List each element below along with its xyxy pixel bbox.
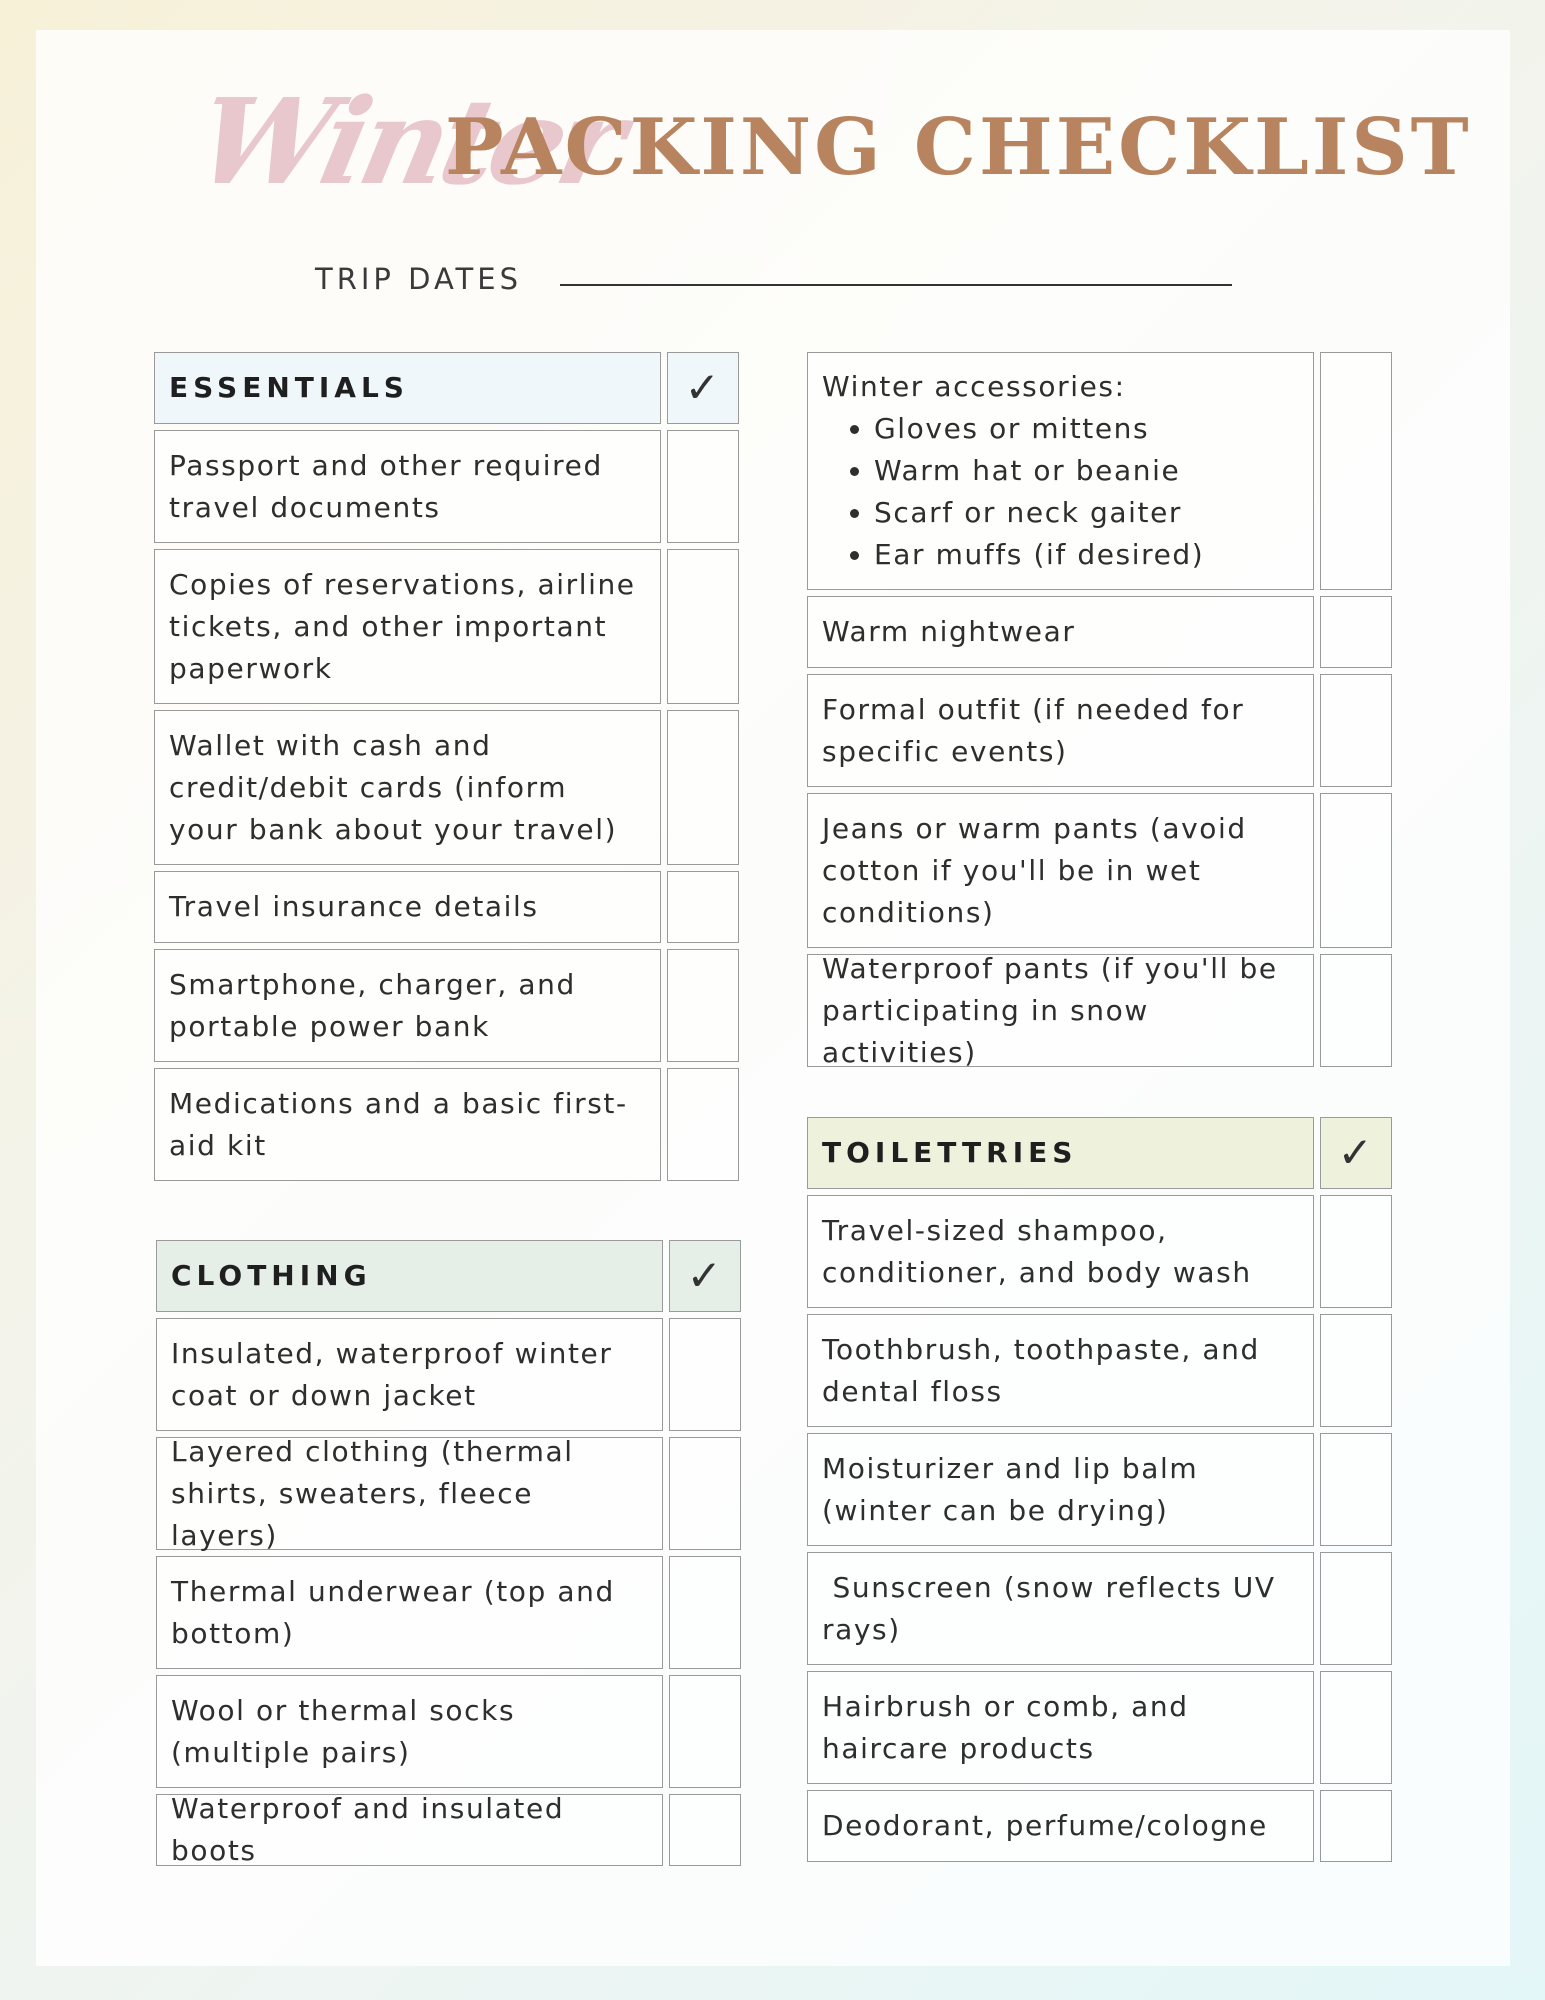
list-item — [807, 793, 1392, 948]
item-label: Layered clothing (thermal shirts, sweaters, fleece layers) — [156, 1437, 663, 1550]
item-checkbox[interactable] — [1320, 1195, 1392, 1308]
item-label: Wool or thermal socks (multiple pairs) — [156, 1675, 663, 1788]
title-script: Winter — [185, 72, 632, 211]
bullet-item: • Warm hat or beanie — [874, 450, 1299, 492]
list-item — [156, 1556, 741, 1669]
item-label: Warm nightwear — [807, 596, 1314, 668]
item-label: Medications and a basic first-aid kit — [154, 1068, 661, 1181]
item-label: Passport and other required travel documents — [154, 430, 661, 543]
item-checkbox[interactable] — [667, 430, 739, 543]
clothing-check-icon: ✓ — [669, 1240, 741, 1312]
item-label: Travel insurance details — [154, 871, 661, 943]
essentials-check-icon: ✓ — [667, 352, 739, 424]
item-label: Wallet with cash and credit/debit cards (inform your bank about your travel) — [154, 710, 661, 865]
item-checkbox[interactable] — [1320, 954, 1392, 1067]
item-checkbox[interactable] — [667, 949, 739, 1062]
essentials-header-row — [154, 352, 739, 424]
item-label: Formal outfit (if needed for specific events) — [807, 674, 1314, 787]
toiletries-header: TOILETTRIES — [807, 1117, 1314, 1189]
accessories-bullets — [822, 408, 1299, 576]
item-label: Smartphone, charger, and portable power bank — [154, 949, 661, 1062]
item-checkbox[interactable] — [669, 1675, 741, 1788]
list-item — [156, 1434, 741, 1552]
item-label: Travel-sized shampoo, conditioner, and body wash — [807, 1195, 1314, 1308]
item-label: Hairbrush or comb, and haircare products — [807, 1671, 1314, 1784]
bullet-item: • Ear muffs (if desired) — [874, 534, 1299, 576]
clothing-header-row — [156, 1240, 741, 1312]
bullet-item: • Gloves or mittens — [874, 408, 1299, 450]
item-checkbox[interactable] — [669, 1437, 741, 1550]
item-checkbox[interactable] — [1320, 674, 1392, 787]
item-label: Waterproof and insulated boots — [156, 1794, 663, 1866]
title-main: PACKING CHECKLIST — [445, 102, 1472, 193]
item-label: Copies of reservations, airline tickets, and other important paperwork — [154, 549, 661, 704]
item-checkbox[interactable] — [667, 549, 739, 704]
toiletries-header-row — [807, 1117, 1392, 1189]
list-item — [807, 1552, 1392, 1665]
list-item — [156, 1675, 741, 1788]
list-item — [807, 596, 1392, 668]
accessories-heading: Winter accessories: — [822, 370, 1126, 403]
essentials-header: ESSENTIALS — [154, 352, 661, 424]
trip-dates-label: TRIP DATES — [315, 262, 522, 296]
list-item — [807, 1790, 1392, 1862]
item-label: Waterproof pants (if you'll be participating in snow activities) — [807, 954, 1314, 1067]
item-checkbox[interactable] — [1320, 1671, 1392, 1784]
item-checkbox[interactable] — [1320, 1790, 1392, 1862]
item-checkbox[interactable] — [1320, 1552, 1392, 1665]
list-item — [154, 430, 739, 543]
list-item-accessories — [807, 352, 1392, 590]
list-item — [154, 710, 739, 865]
trip-dates-field[interactable] — [560, 284, 1232, 286]
list-item — [154, 1068, 739, 1181]
item-checkbox[interactable] — [1320, 1433, 1392, 1546]
list-item — [807, 1671, 1392, 1784]
page-title — [185, 72, 1472, 211]
list-item — [807, 1433, 1392, 1546]
list-item — [807, 1195, 1392, 1308]
item-checkbox[interactable] — [1320, 1314, 1392, 1427]
item-label: Insulated, waterproof winter coat or down jacket — [156, 1318, 663, 1431]
list-item — [807, 951, 1392, 1069]
item-checkbox[interactable] — [669, 1318, 741, 1431]
item-checkbox[interactable] — [669, 1794, 741, 1866]
item-label: Sunscreen (snow reflects UV rays) — [807, 1552, 1314, 1665]
item-checkbox[interactable] — [667, 710, 739, 865]
list-item — [154, 871, 739, 943]
list-item — [156, 1318, 741, 1431]
toiletries-check-icon: ✓ — [1320, 1117, 1392, 1189]
item-label: Deodorant, perfume/cologne — [807, 1790, 1314, 1862]
item-checkbox[interactable] — [1320, 352, 1392, 590]
item-checkbox[interactable] — [1320, 793, 1392, 948]
item-checkbox[interactable] — [669, 1556, 741, 1669]
item-checkbox[interactable] — [667, 871, 739, 943]
item-label: Jeans or warm pants (avoid cotton if you'll be in wet conditions) — [807, 793, 1314, 948]
list-item — [154, 949, 739, 1062]
bullet-item: • Scarf or neck gaiter — [874, 492, 1299, 534]
list-item — [807, 674, 1392, 787]
list-item — [154, 549, 739, 704]
clothing-header: CLOTHING — [156, 1240, 663, 1312]
item-label: Moisturizer and lip balm (winter can be drying) — [807, 1433, 1314, 1546]
item-checkbox[interactable] — [667, 1068, 739, 1181]
list-item — [156, 1794, 741, 1866]
list-item — [807, 1314, 1392, 1427]
item-label: Toothbrush, toothpaste, and dental floss — [807, 1314, 1314, 1427]
item-label: Thermal underwear (top and bottom) — [156, 1556, 663, 1669]
accessories-cell — [807, 352, 1314, 590]
item-checkbox[interactable] — [1320, 596, 1392, 668]
